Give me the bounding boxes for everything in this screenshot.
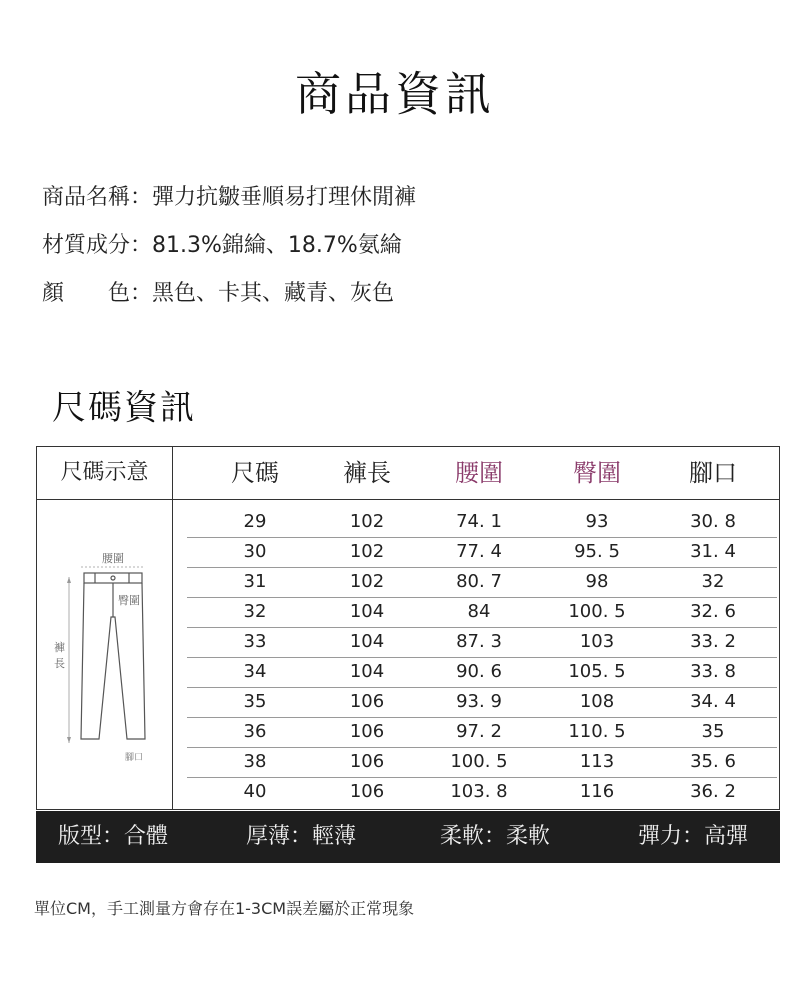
softness-attribute: 柔軟：柔軟 [440,824,551,849]
table-cell: 30 [243,541,267,562]
length-label-bottom: 長 [54,657,65,670]
product-name-value: 彈力抗皺垂順易打理休閒褲 [152,185,417,210]
table-cell: 31 [243,571,267,592]
hem-label: 腳口 [125,753,144,763]
table-cell: 33. 2 [690,631,736,652]
table-cell: 116 [579,781,615,802]
column-divider [172,447,173,809]
length-arrow-top [67,577,71,583]
table-cell: 84 [467,601,491,622]
attributes-bar [36,811,780,863]
size-table [36,446,780,810]
table-cell: 80. 7 [456,571,502,592]
table-cell: 106 [349,721,385,742]
hip-label: 臀圍 [118,594,140,607]
color-value: 黑色、卡其、藏青、灰色 [152,281,395,306]
table-cell: 34. 4 [690,691,736,712]
table-cell: 106 [349,751,385,772]
table-cell: 35 [243,691,267,712]
table-cell: 102 [349,541,385,562]
table-cell: 35 [701,721,725,742]
table-cell: 103. 8 [450,781,508,802]
table-cell: 32 [701,571,725,592]
length-arrow-bottom [67,737,71,743]
material-value: 81.3%錦綸、18.7%氨綸 [152,233,402,258]
length-label-top: 褲 [54,641,65,654]
table-cell: 93. 9 [456,691,502,712]
size-section-title: 尺碼資訊 [52,388,196,428]
table-cell: 32 [243,601,267,622]
table-cell: 113 [579,751,615,772]
product-name-line [42,180,416,211]
thickness-attribute: 厚薄：輕薄 [246,824,357,849]
table-cell: 97. 2 [456,721,502,742]
product-name-label: 商品名稱： [42,185,153,210]
table-header-row [37,447,779,500]
column-header: 尺碼 [231,459,279,487]
table-cell: 93 [585,511,609,532]
table-cell: 31. 4 [690,541,736,562]
table-cell: 103 [579,631,615,652]
table-cell: 29 [243,511,267,532]
table-cell: 38 [243,751,267,772]
table-cell: 100. 5 [450,751,508,772]
table-cell: 90. 6 [456,661,502,682]
page-title: 商品資訊 [295,67,495,121]
table-cell: 102 [349,571,385,592]
table-cell: 108 [579,691,615,712]
fit-attribute: 版型：合體 [58,824,169,849]
table-cell: 35. 6 [690,751,736,772]
table-cell: 95. 5 [574,541,620,562]
column-header: 腰圍 [455,459,503,487]
table-cell: 87. 3 [456,631,502,652]
table-cell: 104 [349,601,385,622]
pants-diagram [41,505,169,805]
table-cell: 102 [349,511,385,532]
table-cell: 106 [349,691,385,712]
color-label: 顏 色： [42,281,153,306]
stretch-attribute: 彈力：高彈 [638,824,749,849]
table-cell: 33. 8 [690,661,736,682]
table-cell: 77. 4 [456,541,502,562]
table-cell: 34 [243,661,267,682]
material-label: 材質成分： [42,233,153,258]
waist-label: 腰圍 [102,552,124,565]
table-cell: 104 [349,631,385,652]
table-cell: 100. 5 [568,601,626,622]
table-cell: 74. 1 [456,511,502,532]
table-cell: 110. 5 [568,721,626,742]
column-header: 腳口 [689,459,737,487]
table-cell: 33 [243,631,267,652]
table-cell: 36. 2 [690,781,736,802]
table-cell: 32. 6 [690,601,736,622]
column-header: 臀圍 [573,459,621,487]
table-cell: 40 [243,781,267,802]
material-line [42,228,402,259]
diagram-header: 尺碼示意 [60,460,149,485]
color-line [42,276,394,307]
table-cell: 30. 8 [690,511,736,532]
table-cell: 98 [585,571,609,592]
table-cell: 106 [349,781,385,802]
table-cell: 36 [243,721,267,742]
column-header: 褲長 [343,459,391,487]
table-cell: 104 [349,661,385,682]
footnote: 單位CM，手工測量方會存在1-3CM誤差屬於正常現象 [34,899,415,918]
table-cell: 105. 5 [568,661,626,682]
